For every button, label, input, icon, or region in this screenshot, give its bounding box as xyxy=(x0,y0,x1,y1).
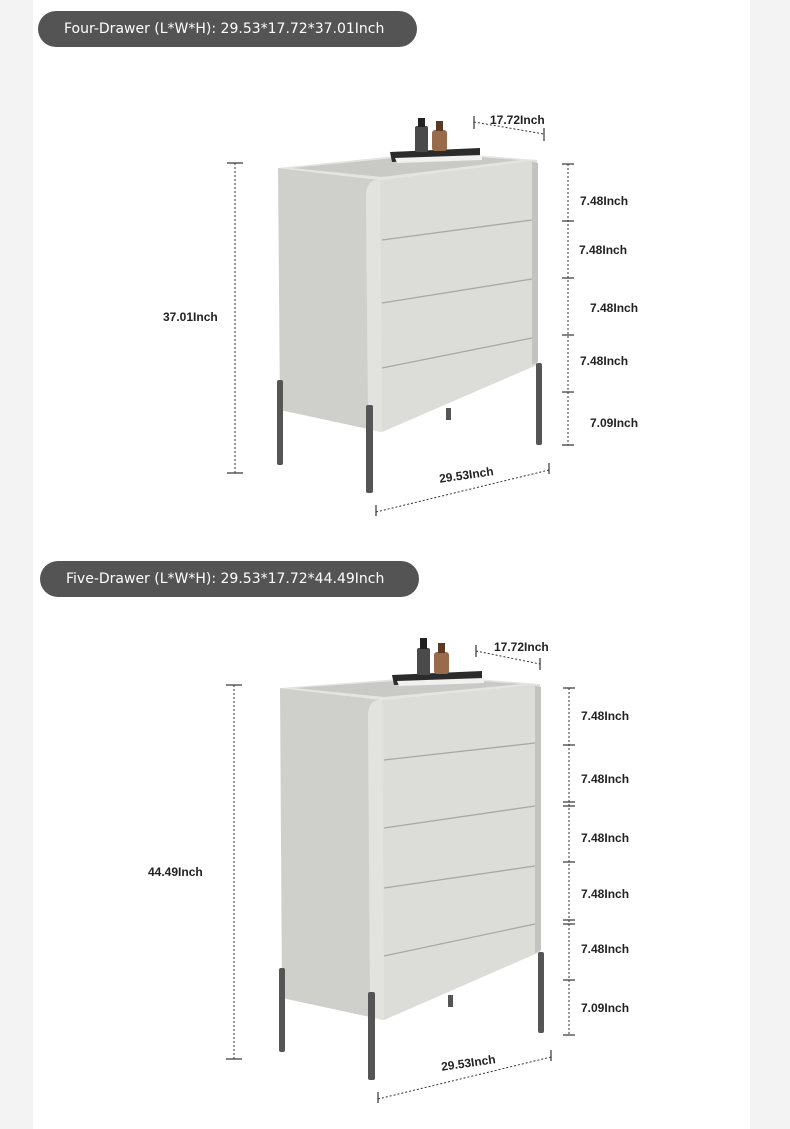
four-drawer-length-label: 29.53Inch xyxy=(438,464,495,486)
five-drawer-width-label: 17.72Inch xyxy=(494,640,549,654)
five-drawer-dim-1: 7.48Inch xyxy=(581,709,630,723)
four-drawer-dim-4: 7.48Inch xyxy=(580,354,629,368)
five-drawer-dim-3: 7.48Inch xyxy=(581,831,630,845)
five-drawer-dim-5: 7.48Inch xyxy=(581,942,630,956)
four-drawer-dim-3: 7.48Inch xyxy=(590,301,639,315)
five-drawer-title: Five-Drawer (L*W*H): 29.53*17.72*44.49Inch xyxy=(40,561,419,597)
five-drawer-dim-2: 7.48Inch xyxy=(581,772,630,786)
five-drawer-dim-6: 7.09Inch xyxy=(581,1001,630,1015)
four-drawer-dim-5: 7.09Inch xyxy=(590,416,639,430)
four-drawer-title: Four-Drawer (L*W*H): 29.53*17.72*37.01Inch xyxy=(38,11,417,47)
four-drawer-dim-1: 7.48Inch xyxy=(580,194,629,208)
five-drawer-length-label: 29.53Inch xyxy=(440,1052,497,1074)
four-drawer-dim-2: 7.48Inch xyxy=(579,243,628,257)
five-drawer-dim-4: 7.48Inch xyxy=(581,887,630,901)
four-drawer-width-label: 17.72Inch xyxy=(490,113,545,127)
five-drawer-height-label: 44.49Inch xyxy=(148,865,203,879)
four-drawer-height-label: 37.01Inch xyxy=(163,310,218,324)
